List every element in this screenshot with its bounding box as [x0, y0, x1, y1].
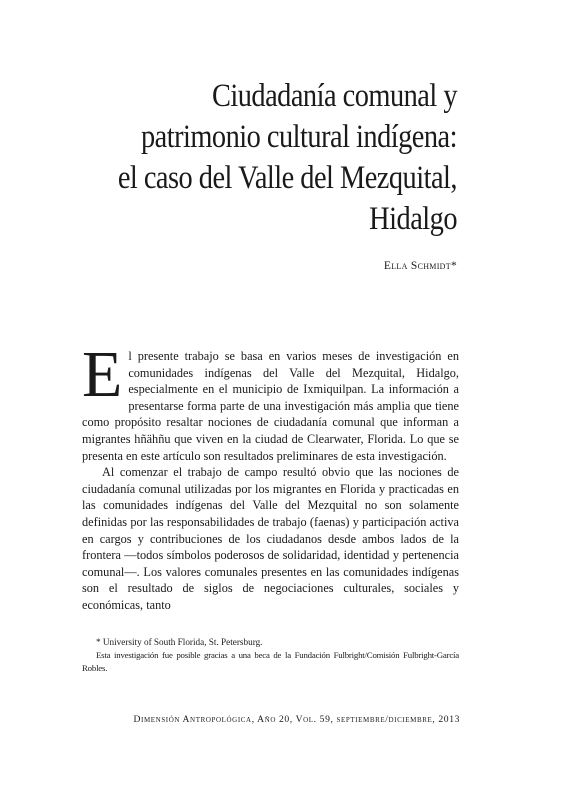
- article-body: [82, 338, 459, 614]
- article-title: [96, 76, 457, 240]
- footnote-funding: Esta investigación fue posible gracias a una beca de la Fundación Fulbright/Comisión Fulbright-García Robles.: [82, 650, 459, 673]
- paragraph-2: Al comenzar el trabajo de campo resultó obvio que las nociones de ciudadanía comunal utilizadas por los migrantes en Florida y practicadas en las comunidades indígenas del Valle del Mezquital no son solamente definidas por las responsabilidades de trabajo (faenas) y participación activa en cargos y contribuciones de los ciudadanos desde ambos lados de la frontera —todos símbolos poderosos de solidaridad, identidad y pertenencia comunal—. Los valores comunales presentes en las comunidades indígenas son el resultado de siglos de negociaciones culturales, sociales y económicas, tanto: [82, 465, 459, 612]
- author-byline: [384, 260, 457, 272]
- author-name: Ella Schmidt: [383, 260, 451, 272]
- running-footer: Dimensión Antropológica, Año 20, Vol. 59, septiembre/diciembre, 2013: [133, 714, 460, 725]
- drop-cap: E: [82, 338, 123, 411]
- title-line: Hidalgo: [369, 201, 457, 237]
- footnote-affiliation: * University of South Florida, St. Petersburg.: [96, 637, 263, 647]
- title-line: el caso del Valle del Mezquital,: [117, 160, 458, 196]
- paragraph-1-text: l presente trabajo se basa en varios meses de investigación en comunidades indígenas del Valle del Mezquital, Hidalgo, especialmente en el municipio de Ixmiquilpan. La información a presentarse forma parte de una investigación más amplia que tiene como propósito resaltar nociones de ciudadanía comunal que informan a migrantes hñähñu que viven en la ciudad de Clearwater, Florida. Lo que se presenta en este artículo son resultados preliminares de esta investigación.: [82, 349, 459, 463]
- title-line: Ciudadanía comunal y: [211, 78, 457, 114]
- author-footnote-mark: *: [450, 260, 457, 272]
- title-line: patrimonio cultural indígena:: [140, 119, 457, 155]
- paragraph-1: [82, 338, 459, 464]
